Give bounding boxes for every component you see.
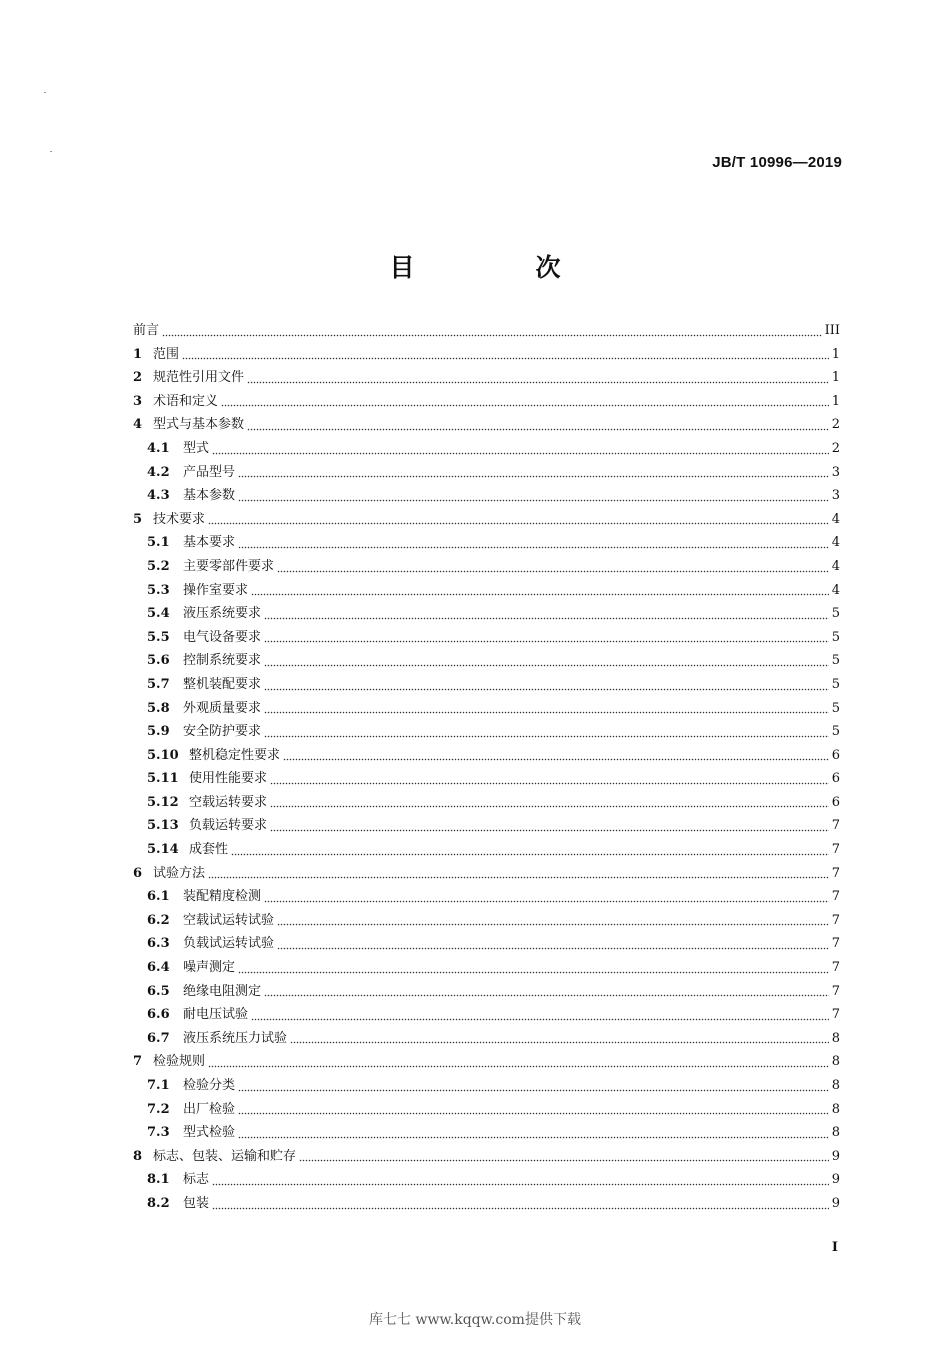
toc-entry-page: 5 bbox=[831, 676, 840, 692]
toc-entry-page: 4 bbox=[831, 535, 840, 551]
toc-entry-number: 6.1 bbox=[147, 889, 170, 905]
page-folio: I bbox=[831, 1240, 838, 1255]
toc-entry-label: 范围 bbox=[153, 346, 180, 362]
toc-dot-leader bbox=[238, 466, 829, 478]
toc-entry-page: 2 bbox=[831, 440, 840, 456]
toc-entry-page: 9 bbox=[831, 1148, 840, 1164]
toc-entry-page: 8 bbox=[831, 1078, 840, 1093]
toc-dot-leader bbox=[264, 655, 829, 667]
toc-entry-label: 绝缘电阻测定 bbox=[183, 983, 262, 999]
toc-entry-page: 1 bbox=[831, 346, 840, 362]
toc-dot-leader bbox=[238, 537, 829, 549]
toc-entry-label: 型式与基本参数 bbox=[153, 417, 245, 433]
download-footer: 库七七 www.kqqw.com提供下载 bbox=[369, 1312, 581, 1328]
toc-dot-leader bbox=[212, 443, 829, 455]
toc-entry-number: 5.14 bbox=[147, 842, 179, 858]
toc-entry-number: 5.9 bbox=[147, 724, 170, 740]
toc-entry[interactable] bbox=[133, 602, 840, 626]
toc-entry-label: 负载运转要求 bbox=[189, 818, 268, 834]
toc-entry[interactable] bbox=[133, 1121, 840, 1145]
toc-entry-number: 5.10 bbox=[147, 747, 179, 763]
toc-entry-number: 5.2 bbox=[147, 558, 170, 574]
toc-entry-number: 5 bbox=[133, 511, 143, 527]
toc-entry-page: 7 bbox=[831, 865, 840, 881]
toc-entry-number: 5.1 bbox=[147, 535, 170, 551]
toc-entry-number: 6.4 bbox=[147, 960, 170, 976]
toc-dot-leader bbox=[264, 985, 829, 997]
toc-entry-page: 5 bbox=[831, 606, 840, 622]
toc-dot-leader bbox=[212, 1174, 829, 1186]
toc-entry-number: 8 bbox=[133, 1148, 143, 1164]
toc-entry-number: 8.2 bbox=[147, 1195, 170, 1211]
toc-entry-number: 6 bbox=[133, 865, 143, 881]
toc-entry-page: 6 bbox=[831, 794, 840, 810]
toc-dot-leader bbox=[264, 631, 829, 643]
toc-entry-number: 4.2 bbox=[147, 464, 170, 480]
toc-entry-label: 主要零部件要求 bbox=[183, 558, 275, 574]
toc-entry[interactable] bbox=[133, 484, 840, 508]
toc-entry-number: 5.6 bbox=[147, 653, 170, 669]
toc-entry[interactable] bbox=[133, 1074, 840, 1098]
toc-entry[interactable] bbox=[133, 697, 840, 721]
toc-entry-label: 安全防护要求 bbox=[183, 724, 262, 740]
toc-entry[interactable] bbox=[133, 319, 840, 343]
toc-entry-page: 2 bbox=[831, 417, 840, 433]
scan-speck bbox=[50, 151, 52, 152]
toc-entry-number: 7 bbox=[133, 1054, 143, 1070]
toc-entry-page: 5 bbox=[831, 629, 840, 645]
toc-entry-page: 9 bbox=[831, 1195, 840, 1211]
toc-entry-label: 液压系统压力试验 bbox=[183, 1030, 288, 1046]
toc-entry-page: 5 bbox=[831, 700, 840, 716]
toc-entry[interactable] bbox=[133, 791, 840, 815]
toc-dot-leader bbox=[247, 419, 829, 431]
toc-entry-label: 液压系统要求 bbox=[183, 606, 262, 622]
toc-entry-page: 4 bbox=[831, 558, 840, 574]
toc-entry-number: 2 bbox=[133, 370, 143, 386]
toc-entry-number: 5.4 bbox=[147, 606, 170, 622]
toc-dot-leader bbox=[264, 679, 829, 691]
toc-entry-page: 3 bbox=[831, 464, 840, 480]
toc-entry-label: 产品型号 bbox=[183, 464, 236, 480]
toc-dot-leader bbox=[182, 348, 829, 360]
toc-entry[interactable] bbox=[133, 413, 840, 437]
toc-dot-leader bbox=[251, 1009, 829, 1021]
toc-entry-number: 5.5 bbox=[147, 629, 170, 645]
toc-entry[interactable] bbox=[133, 885, 840, 909]
toc-entry[interactable] bbox=[133, 649, 840, 673]
toc-dot-leader bbox=[264, 726, 829, 738]
toc-entry-label: 型式 bbox=[183, 440, 210, 456]
toc-entry-number: 6.6 bbox=[147, 1007, 170, 1023]
toc-dot-leader bbox=[251, 584, 829, 596]
toc-entry-label: 基本参数 bbox=[183, 488, 236, 504]
scan-speck bbox=[44, 92, 46, 93]
toc-entry[interactable] bbox=[133, 1145, 840, 1169]
toc-dot-leader bbox=[247, 372, 829, 384]
toc-dot-leader bbox=[277, 561, 829, 573]
toc-entry-page: 7 bbox=[831, 889, 840, 905]
toc-dot-leader bbox=[264, 608, 829, 620]
toc-entry[interactable] bbox=[133, 390, 840, 414]
toc-entry[interactable] bbox=[133, 862, 840, 886]
toc-entry-page: 6 bbox=[831, 747, 840, 763]
toc-entry-number: 7.3 bbox=[147, 1125, 170, 1141]
toc-entry-label: 装配精度检测 bbox=[183, 889, 262, 905]
toc-entry[interactable] bbox=[133, 579, 840, 603]
toc-entry-number: 6.7 bbox=[147, 1030, 170, 1046]
toc-entry[interactable] bbox=[133, 555, 840, 579]
toc-entry[interactable] bbox=[133, 744, 840, 768]
toc-entry-page: 4 bbox=[831, 511, 840, 527]
toc-entry-label: 包装 bbox=[183, 1195, 210, 1211]
toc-dot-leader bbox=[277, 914, 829, 926]
toc-entry[interactable] bbox=[133, 626, 840, 650]
toc-entry-page: 7 bbox=[831, 818, 840, 834]
toc-entry[interactable] bbox=[133, 980, 840, 1004]
toc-entry-number: 6.5 bbox=[147, 983, 170, 999]
toc-entry-label: 前言 bbox=[133, 323, 160, 338]
toc-entry[interactable] bbox=[133, 1027, 840, 1051]
toc-dot-leader bbox=[208, 1056, 829, 1068]
toc-entry[interactable] bbox=[133, 720, 840, 744]
toc-entry-label: 检验分类 bbox=[183, 1078, 236, 1093]
toc-entry-label: 空载运转要求 bbox=[189, 794, 268, 810]
toc-entry-number: 5.11 bbox=[147, 771, 179, 787]
toc-entry-page: 7 bbox=[831, 842, 840, 858]
toc-entry-page: 8 bbox=[831, 1125, 840, 1141]
toc-entry-page: 5 bbox=[831, 653, 840, 669]
toc-entry-label: 标志、包装、运输和贮存 bbox=[153, 1148, 297, 1164]
toc-entry-label: 耐电压试验 bbox=[183, 1007, 249, 1023]
toc-dot-leader bbox=[270, 796, 829, 808]
toc-dot-leader bbox=[277, 938, 829, 950]
toc-entry[interactable] bbox=[133, 1192, 840, 1216]
toc-entry-page: 7 bbox=[831, 960, 840, 976]
toc-entry-page: 8 bbox=[831, 1101, 840, 1117]
toc-entry[interactable] bbox=[133, 437, 840, 461]
toc-entry-label: 操作室要求 bbox=[183, 582, 249, 598]
toc-entry-label: 电气设备要求 bbox=[183, 629, 262, 645]
toc-entry-page: 9 bbox=[831, 1172, 840, 1188]
toc-dot-leader bbox=[270, 820, 829, 832]
toc-entry-number: 1 bbox=[133, 346, 143, 362]
toc-dot-leader bbox=[238, 1103, 829, 1115]
toc-entry-page: 1 bbox=[831, 370, 840, 386]
toc-entry[interactable] bbox=[133, 461, 840, 485]
toc-entry-number: 4.3 bbox=[147, 488, 170, 504]
toc-entry-label: 出厂检验 bbox=[183, 1101, 236, 1117]
toc-dot-leader bbox=[238, 962, 829, 974]
toc-entry-number: 7.1 bbox=[147, 1078, 170, 1093]
toc-entry[interactable] bbox=[133, 673, 840, 697]
toc-entry-number: 7.2 bbox=[147, 1101, 170, 1117]
toc-entry-number: 4.1 bbox=[147, 440, 170, 456]
table-of-contents bbox=[133, 319, 840, 1216]
toc-entry[interactable] bbox=[133, 838, 840, 862]
toc-dot-leader bbox=[270, 773, 829, 785]
toc-entry[interactable] bbox=[133, 932, 840, 956]
toc-entry-label: 空载试运转试验 bbox=[183, 912, 275, 928]
toc-dot-leader bbox=[231, 844, 829, 856]
toc-entry-page: III bbox=[824, 323, 840, 338]
page-title: 目 次 bbox=[389, 253, 609, 282]
toc-entry-page: 8 bbox=[831, 1054, 840, 1070]
toc-entry-page: 3 bbox=[831, 488, 840, 504]
toc-entry-number: 3 bbox=[133, 393, 143, 409]
toc-entry[interactable] bbox=[133, 1050, 840, 1074]
standard-number: JB/T 10996—2019 bbox=[712, 154, 842, 171]
toc-dot-leader bbox=[238, 490, 829, 502]
toc-dot-leader bbox=[162, 325, 822, 337]
toc-dot-leader bbox=[299, 1150, 829, 1162]
toc-entry-label: 基本要求 bbox=[183, 535, 236, 551]
toc-entry-label: 检验规则 bbox=[153, 1054, 206, 1070]
toc-entry-label: 整机装配要求 bbox=[183, 676, 262, 692]
toc-dot-leader bbox=[208, 513, 829, 525]
toc-entry[interactable] bbox=[133, 366, 840, 390]
toc-entry-page: 1 bbox=[831, 393, 840, 409]
toc-dot-leader bbox=[238, 1127, 829, 1139]
toc-entry-label: 试验方法 bbox=[153, 865, 206, 881]
toc-entry-label: 标志 bbox=[183, 1172, 210, 1188]
toc-entry-label: 负载试运转试验 bbox=[183, 936, 275, 952]
toc-entry-label: 术语和定义 bbox=[153, 393, 219, 409]
toc-entry-label: 规范性引用文件 bbox=[153, 370, 245, 386]
toc-entry-label: 技术要求 bbox=[153, 511, 206, 527]
toc-dot-leader bbox=[264, 702, 829, 714]
toc-entry-number: 5.8 bbox=[147, 700, 170, 716]
toc-entry-number: 5.3 bbox=[147, 582, 170, 598]
toc-entry-number: 5.12 bbox=[147, 794, 179, 810]
toc-entry[interactable] bbox=[133, 343, 840, 367]
toc-entry[interactable] bbox=[133, 1168, 840, 1192]
toc-entry[interactable] bbox=[133, 909, 840, 933]
toc-dot-leader bbox=[283, 749, 829, 761]
toc-entry-label: 整机稳定性要求 bbox=[189, 747, 281, 763]
toc-entry-page: 7 bbox=[831, 936, 840, 952]
toc-entry[interactable] bbox=[133, 767, 840, 791]
toc-entry[interactable] bbox=[133, 1098, 840, 1122]
toc-entry-page: 7 bbox=[831, 912, 840, 928]
toc-dot-leader bbox=[212, 1198, 829, 1210]
toc-entry-label: 使用性能要求 bbox=[189, 771, 268, 787]
toc-entry-label: 控制系统要求 bbox=[183, 653, 262, 669]
toc-entry-page: 6 bbox=[831, 771, 840, 787]
toc-dot-leader bbox=[208, 867, 829, 879]
toc-entry-page: 8 bbox=[831, 1030, 840, 1046]
toc-entry[interactable] bbox=[133, 814, 840, 838]
toc-entry-page: 7 bbox=[831, 1007, 840, 1023]
toc-dot-leader bbox=[290, 1032, 829, 1044]
toc-entry-label: 型式检验 bbox=[183, 1125, 236, 1141]
toc-entry[interactable] bbox=[133, 531, 840, 555]
toc-entry-label: 噪声测定 bbox=[183, 960, 236, 976]
toc-entry[interactable] bbox=[133, 508, 840, 532]
toc-entry-label: 成套性 bbox=[189, 842, 229, 858]
toc-entry-page: 7 bbox=[831, 983, 840, 999]
toc-entry[interactable] bbox=[133, 956, 840, 980]
toc-entry-label: 外观质量要求 bbox=[183, 700, 262, 716]
toc-dot-leader bbox=[238, 1080, 829, 1092]
toc-entry-page: 5 bbox=[831, 724, 840, 740]
toc-entry-number: 6.2 bbox=[147, 912, 170, 928]
toc-entry-number: 5.13 bbox=[147, 818, 179, 834]
toc-entry-number: 5.7 bbox=[147, 676, 170, 692]
toc-entry[interactable] bbox=[133, 1003, 840, 1027]
toc-entry-number: 4 bbox=[133, 417, 143, 433]
toc-entry-number: 8.1 bbox=[147, 1172, 170, 1188]
toc-dot-leader bbox=[221, 395, 829, 407]
toc-entry-number: 6.3 bbox=[147, 936, 170, 952]
toc-entry-page: 4 bbox=[831, 582, 840, 598]
toc-dot-leader bbox=[264, 891, 829, 903]
